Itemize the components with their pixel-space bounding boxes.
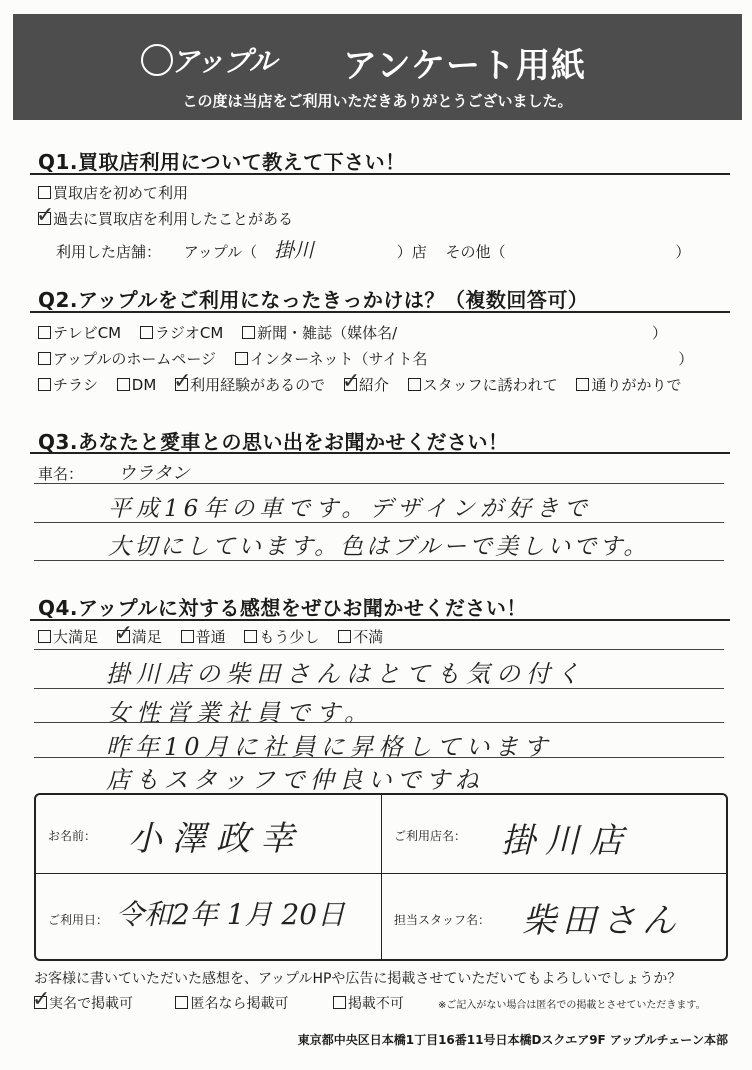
- q2-option[interactable]: ラジオCM: [140, 324, 223, 342]
- write-line: [34, 483, 724, 484]
- checkbox[interactable]: [38, 378, 51, 391]
- write-line: [34, 649, 724, 650]
- date-field[interactable]: 令和2年 1月 20日: [116, 898, 346, 931]
- checkbox[interactable]: [38, 326, 51, 339]
- q2-option[interactable]: ✓ 紹介: [344, 376, 389, 394]
- q3-rule: [30, 452, 730, 454]
- q4-answer-line[interactable]: 昨年10月に社員に昇格しています: [106, 733, 553, 761]
- checkbox-checked[interactable]: [38, 212, 51, 225]
- q1-rule: [30, 173, 730, 175]
- q1-option-first[interactable]: 買取店を初めて利用: [38, 182, 188, 203]
- footer-address: 東京都中央区日本橋1丁目16番11号日本橋Dスクエア9F アップルチェーン本部: [297, 1033, 728, 1047]
- q2-row-1: テレビCM ラジオCM 新聞・雑誌（媒体名/ ）: [38, 322, 667, 343]
- store-field[interactable]: 掛川店: [501, 821, 633, 861]
- q4-answer-line[interactable]: 女性営業社員です。: [106, 699, 375, 727]
- q2-option[interactable]: スタッフに誘われて: [408, 376, 558, 394]
- q2-option[interactable]: DM: [117, 376, 157, 394]
- q3-answer-line[interactable]: 大切にしています。色はブルーで美しいです。: [108, 534, 650, 560]
- q1-option-past[interactable]: ✓過去に買取店を利用したことがある: [38, 208, 293, 229]
- q2-option[interactable]: インターネット（サイト名: [235, 350, 428, 368]
- checkbox[interactable]: [175, 996, 188, 1009]
- consent-options: [34, 993, 404, 1013]
- checkbox[interactable]: [338, 630, 351, 643]
- q4-rule: [30, 619, 730, 621]
- consent-option[interactable]: 匿名なら掲載可: [175, 996, 288, 1012]
- q2-option[interactable]: アップルのホームページ: [38, 350, 216, 368]
- consent-option[interactable]: ✓実名で掲載可: [34, 996, 133, 1012]
- checkbox[interactable]: [38, 630, 51, 643]
- write-line: [34, 522, 724, 523]
- q3-heading: Q3.あなたと愛車との思い出をお聞かせください！: [38, 430, 509, 454]
- q3-answer-line[interactable]: 平成16年の車です。デザインが好きで: [108, 496, 592, 522]
- consent-option[interactable]: 掲載不可: [333, 996, 404, 1012]
- brand-logo: アップル: [171, 45, 276, 78]
- name-field[interactable]: 小澤政幸: [128, 819, 304, 859]
- q2-heading: Q2.アップルをご利用になったきっかけは？（複数回答可）: [38, 288, 589, 312]
- q2-option[interactable]: ✓ 利用経験があるので: [175, 376, 325, 394]
- checkbox[interactable]: [140, 326, 153, 339]
- q2-rule: [30, 311, 730, 313]
- q4-option[interactable]: もう少し: [244, 628, 319, 646]
- q1-store-answer[interactable]: 掛川: [273, 238, 314, 262]
- q4-options: [38, 626, 397, 647]
- q2-option[interactable]: テレビCM: [38, 324, 121, 342]
- q1-store-row: 利用した店舗： アップル（ 掛川 ）店 その他（ ）: [56, 238, 691, 262]
- staff-field[interactable]: 柴田さん: [522, 901, 682, 941]
- consent-note: ※ご記入がない場合は匿名での掲載とさせていただきます。: [438, 1000, 706, 1011]
- q4-option[interactable]: ✓ 満足: [117, 628, 162, 646]
- q3-car-row: 車名： ウラタン: [38, 463, 190, 484]
- checkbox[interactable]: [181, 630, 194, 643]
- checkbox[interactable]: [117, 378, 130, 391]
- header-banner: [13, 14, 742, 120]
- q4-heading: Q4.アップルに対する感想をぜひお聞かせください！: [38, 596, 527, 620]
- checkbox[interactable]: [333, 996, 346, 1009]
- checkbox[interactable]: [242, 326, 255, 339]
- checkbox[interactable]: [38, 352, 51, 365]
- checkbox-checked[interactable]: [34, 996, 47, 1009]
- form-subtitle: この度は当店をご利用いただきありがとうございました。: [182, 92, 573, 110]
- checkbox[interactable]: [576, 378, 589, 391]
- write-line: [34, 757, 724, 758]
- write-line: [34, 560, 724, 561]
- write-line: [34, 688, 724, 689]
- q2-option[interactable]: 新聞・雑誌（媒体名/: [242, 324, 397, 342]
- q4-answer-line[interactable]: 店もスタッフで仲良いですね: [106, 766, 484, 794]
- checkbox[interactable]: [244, 630, 257, 643]
- checkbox-checked[interactable]: [175, 378, 188, 391]
- q4-option[interactable]: 不満: [338, 628, 383, 646]
- q4-answer-line[interactable]: 掛川店の柴田さんはとても気の付く: [106, 660, 586, 688]
- q2-option[interactable]: 通りがかりで: [576, 376, 681, 394]
- q2-option[interactable]: チラシ: [38, 376, 98, 394]
- q4-option[interactable]: 普通: [181, 628, 226, 646]
- divider: [381, 795, 382, 959]
- customer-info-box: お名前： 小澤政幸 ご利用店名： 掛川店 ご利用日： 令和2年 1月 20日 担当スタッフ名： 柴田さん: [34, 793, 728, 961]
- apple-logo-icon: [141, 44, 173, 76]
- checkbox-checked[interactable]: [344, 378, 357, 391]
- q1-heading: Q1.買取店利用について教えて下さい！: [38, 150, 406, 174]
- q4-option[interactable]: 大満足: [38, 628, 98, 646]
- checkbox[interactable]: [408, 378, 421, 391]
- q3-car-answer[interactable]: ウラタン: [117, 463, 190, 484]
- checkbox[interactable]: [38, 186, 51, 199]
- write-line: [34, 722, 724, 723]
- q2-row-2: アップルのホームページ インターネット（サイト名 ）: [38, 348, 693, 369]
- consent-question: お客様に書いていただいた感想を、アップルHPや広告に掲載させていただいてもよろしいでしょうか？: [34, 971, 682, 987]
- checkbox-checked[interactable]: [117, 630, 130, 643]
- checkbox[interactable]: [235, 352, 248, 365]
- form-title: アンケート用紙: [343, 46, 586, 86]
- q2-row-3: [38, 374, 695, 395]
